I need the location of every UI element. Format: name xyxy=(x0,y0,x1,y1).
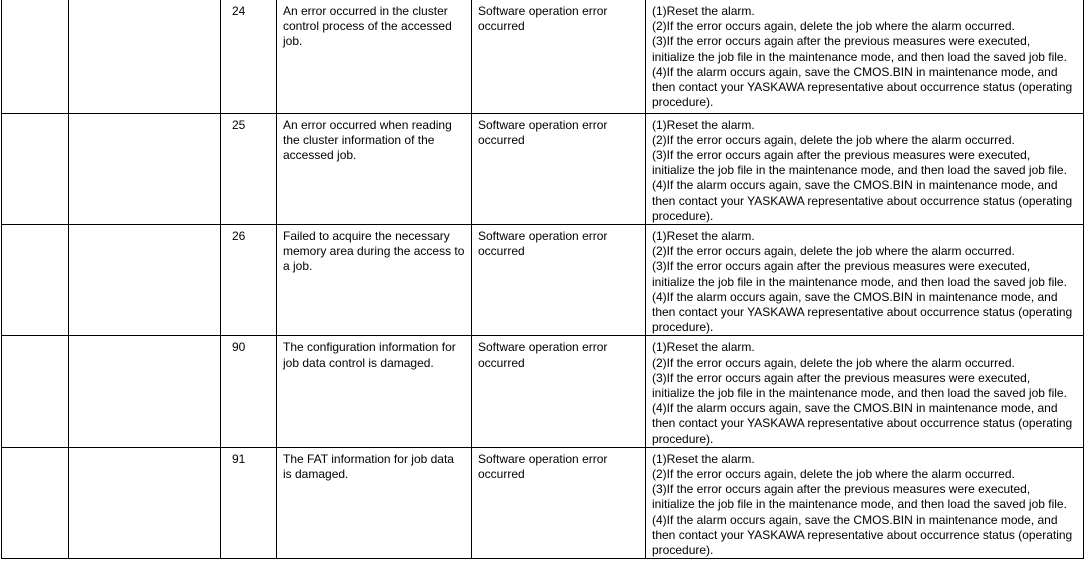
alarm-number-cell xyxy=(2,224,69,335)
remedy-line: procedure). xyxy=(652,542,714,557)
alarm-number-cell xyxy=(2,447,69,558)
remedy-line: (1)Reset the alarm. xyxy=(652,4,755,18)
remedy-line: then contact your YASKAWA representative about occurrence status (operating xyxy=(652,527,1073,542)
sub-code-cell: 24 xyxy=(221,0,277,113)
remedy-line: (2)If the error occurs again, delete the job where the alarm occurred. xyxy=(652,132,1015,147)
table-row xyxy=(2,336,1084,447)
remedy-line: (4)If the alarm occurs again, save the CMOS.BIN in maintenance mode, and xyxy=(652,401,1058,416)
remedy-line: (1)Reset the alarm. xyxy=(652,228,755,243)
cause-cell: The configuration information for job data control is damaged. xyxy=(277,336,472,447)
remedy-cell xyxy=(646,447,1084,558)
table-row xyxy=(2,113,1084,224)
alarm-table xyxy=(1,0,1084,559)
alarm-number-cell xyxy=(2,0,69,113)
error-type-cell: Software operation error occurred xyxy=(472,113,646,224)
alarm-name-cell xyxy=(69,336,221,447)
remedy-line: initialize the job file in the maintenance mode, and then load the saved job file. xyxy=(652,385,1067,400)
alarm-number-cell xyxy=(2,113,69,224)
remedy-cell xyxy=(646,224,1084,335)
remedy-line: then contact your YASKAWA representative about occurrence status (operating xyxy=(652,193,1073,208)
remedy-line: initialize the job file in the maintenance mode, and then load the saved job file. xyxy=(652,49,1067,64)
remedy-cell xyxy=(646,0,1084,113)
cause-cell: An error occurred when reading the cluster information of the accessed job. xyxy=(277,113,472,224)
remedy-line: (3)If the error occurs again after the previous measures were executed, xyxy=(652,34,1031,49)
cause-cell: The FAT information for job data is damaged. xyxy=(277,447,472,558)
table-row xyxy=(2,447,1084,558)
remedy-line: (4)If the alarm occurs again, save the CMOS.BIN in maintenance mode, and xyxy=(652,512,1058,527)
remedy-line: (2)If the error occurs again, delete the job where the alarm occurred. xyxy=(652,19,1015,34)
sub-code-cell: 90 xyxy=(221,336,277,447)
remedy-line: (1)Reset the alarm. xyxy=(652,451,755,466)
table-row xyxy=(2,224,1084,335)
remedy-line: initialize the job file in the maintenance mode, and then load the saved job file. xyxy=(652,497,1067,512)
remedy-line: (4)If the alarm occurs again, save the CMOS.BIN in maintenance mode, and xyxy=(652,289,1058,304)
remedy-line: then contact your YASKAWA representative about occurrence status (operating xyxy=(652,416,1073,431)
remedy-cell xyxy=(646,113,1084,224)
remedy-line: (4)If the alarm occurs again, save the CMOS.BIN in maintenance mode, and xyxy=(652,64,1058,79)
remedy-line: procedure). xyxy=(652,431,714,446)
error-type-cell: Software operation error occurred xyxy=(472,447,646,558)
sub-code-cell: 25 xyxy=(221,113,277,224)
error-type-cell: Software operation error occurred xyxy=(472,0,646,113)
remedy-line: (3)If the error occurs again after the previous measures were executed, xyxy=(652,370,1031,385)
remedy-line: initialize the job file in the maintenance mode, and then load the saved job file. xyxy=(652,274,1067,289)
alarm-number-cell xyxy=(2,336,69,447)
remedy-line: then contact your YASKAWA representative about occurrence status (operating xyxy=(652,80,1073,95)
cause-cell: An error occurred in the cluster control process of the accessed job. xyxy=(277,0,472,113)
alarm-name-cell xyxy=(69,447,221,558)
remedy-line: initialize the job file in the maintenance mode, and then load the saved job file. xyxy=(652,163,1067,178)
alarm-name-cell xyxy=(69,113,221,224)
cause-cell: Failed to acquire the necessary memory area during the access to a job. xyxy=(277,224,472,335)
remedy-line: (4)If the alarm occurs again, save the CMOS.BIN in maintenance mode, and xyxy=(652,178,1058,193)
remedy-line: (1)Reset the alarm. xyxy=(652,117,755,132)
remedy-line: (2)If the error occurs again, delete the job where the alarm occurred. xyxy=(652,244,1015,259)
remedy-line: procedure). xyxy=(652,95,714,110)
sub-code-cell: 91 xyxy=(221,447,277,558)
error-type-cell: Software operation error occurred xyxy=(472,224,646,335)
remedy-line: (3)If the error occurs again after the previous measures were executed, xyxy=(652,259,1031,274)
alarm-table-body xyxy=(2,0,1084,559)
sub-code-cell: 26 xyxy=(221,224,277,335)
remedy-line: (2)If the error occurs again, delete the job where the alarm occurred. xyxy=(652,355,1015,370)
remedy-line: (2)If the error occurs again, delete the job where the alarm occurred. xyxy=(652,466,1015,481)
remedy-line: procedure). xyxy=(652,208,714,223)
remedy-cell xyxy=(646,336,1084,447)
remedy-line: procedure). xyxy=(652,320,714,335)
table-row xyxy=(2,0,1084,113)
remedy-line: then contact your YASKAWA representative about occurrence status (operating xyxy=(652,304,1073,319)
error-type-cell: Software operation error occurred xyxy=(472,336,646,447)
remedy-line: (3)If the error occurs again after the previous measures were executed, xyxy=(652,482,1031,497)
alarm-name-cell xyxy=(69,224,221,335)
remedy-line: (1)Reset the alarm. xyxy=(652,340,755,355)
remedy-line: (3)If the error occurs again after the previous measures were executed, xyxy=(652,147,1031,162)
alarm-name-cell xyxy=(69,0,221,113)
